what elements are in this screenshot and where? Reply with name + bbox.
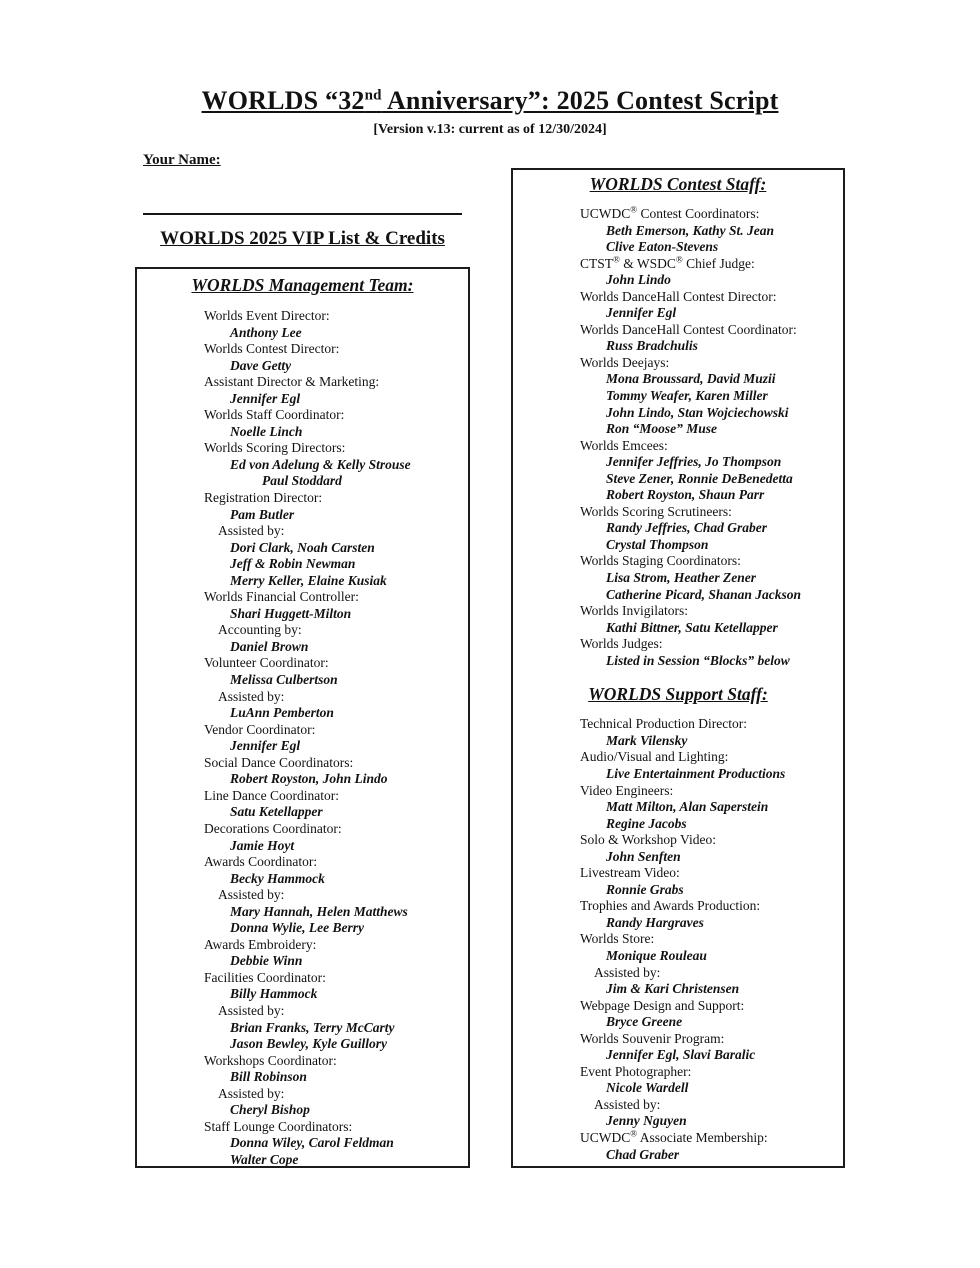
credit-role-line: CTST® & WSDC® Chief Judge: xyxy=(580,254,755,271)
credit-role-line: Vendor Coordinator: xyxy=(204,721,316,737)
credit-role-line: Event Photographer: xyxy=(580,1063,692,1079)
credit-name-line: Billy Hammock xyxy=(230,986,318,1002)
credit-name-line: Shari Huggett-Milton xyxy=(230,605,352,621)
credit-name-line: Mary Hannah, Helen Matthews xyxy=(230,903,408,919)
credit-role-line: Worlds DanceHall Contest Coordinator: xyxy=(580,321,797,337)
credit-role-line: Awards Coordinator: xyxy=(204,854,318,870)
credit-name-line: Jennifer Egl xyxy=(230,738,301,754)
credit-role-line: Solo & Workshop Video: xyxy=(580,832,716,848)
credit-name-line: Satu Ketellapper xyxy=(230,804,323,820)
credit-name-line: Crystal Thompson xyxy=(606,536,709,552)
credit-name-line: Lisa Strom, Heather Zener xyxy=(606,570,757,586)
credit-name-line: Russ Bradchulis xyxy=(606,338,698,354)
credit-role-line: Line Dance Coordinator: xyxy=(204,787,339,803)
title-superscript: nd xyxy=(364,87,382,104)
credit-name-line: Jeff & Robin Newman xyxy=(230,556,356,572)
credit-role-line: Worlds Staging Coordinators: xyxy=(580,553,741,569)
credit-name-line: Dori Clark, Noah Carsten xyxy=(230,539,375,555)
credit-name-line: Pam Butler xyxy=(230,506,295,522)
credit-name-line: Jenny Nguyen xyxy=(606,1113,687,1129)
credit-name-line: Listed in Session “Blocks” below xyxy=(606,652,790,668)
credit-name-line: Bryce Greene xyxy=(606,1014,683,1030)
credit-name-line: Clive Eaton-Stevens xyxy=(606,239,719,255)
credit-name-line: Jennifer Egl xyxy=(230,390,301,406)
credit-name-line: Debbie Winn xyxy=(230,953,303,969)
credit-role-line: Assisted by: xyxy=(218,1085,285,1101)
credit-name-line: Cheryl Bishop xyxy=(230,1102,310,1118)
credit-name-line: Kathi Bittner, Satu Ketellapper xyxy=(606,619,778,635)
credit-name-line: Nicole Wardell xyxy=(606,1080,689,1096)
credit-name-line: Mark Vilensky xyxy=(606,732,688,748)
credit-name-line: Jennifer Egl, Slavi Baralic xyxy=(606,1047,756,1063)
management-team-heading: WORLDS Management Team: xyxy=(191,275,414,295)
credit-name-line: Tommy Weafer, Karen Miller xyxy=(606,388,768,404)
credit-role-line: Audio/Visual and Lighting: xyxy=(580,749,729,765)
credit-role-line: Video Engineers: xyxy=(580,782,674,798)
credit-role-line: Worlds Souvenir Program: xyxy=(580,1030,725,1046)
credit-role-line: Technical Production Director: xyxy=(580,716,747,732)
credit-role-line: Decorations Coordinator: xyxy=(204,820,342,836)
credit-role-line: Worlds Invigilators: xyxy=(580,603,689,619)
credit-role-line: Worlds Store: xyxy=(580,931,655,947)
credit-role-line: Worlds Emcees: xyxy=(580,437,668,453)
credit-name-line: Paul Stoddard xyxy=(262,473,342,489)
credit-name-line: Ed von Adelung & Kelly Strouse xyxy=(230,456,411,472)
credit-role-line: Workshops Coordinator: xyxy=(204,1052,337,1068)
vip-list-heading: WORLDS 2025 VIP List & Credits xyxy=(160,228,445,249)
your-name-label: Your Name: xyxy=(143,152,221,168)
credit-role-line: Assistant Director & Marketing: xyxy=(204,374,380,390)
document-title xyxy=(0,86,980,116)
support-staff-list xyxy=(513,716,843,1163)
credit-name-line: Mona Broussard, David Muzii xyxy=(606,371,776,387)
credit-name-line: Noelle Linch xyxy=(230,423,303,439)
credit-role-line: Facilities Coordinator: xyxy=(204,969,326,985)
credit-role-line: Social Dance Coordinators: xyxy=(204,754,354,770)
credit-name-line: Dave Getty xyxy=(230,357,292,373)
contest-staff-heading: WORLDS Contest Staff: xyxy=(589,174,767,194)
credit-role-line: Worlds Scoring Scrutineers: xyxy=(580,503,732,519)
credit-role-line: Registration Director: xyxy=(204,490,323,506)
credit-name-line: Jason Bewley, Kyle Guillory xyxy=(230,1036,387,1052)
credit-name-line: LuAnn Pemberton xyxy=(230,705,334,721)
credit-name-line: Jim & Kari Christensen xyxy=(606,981,740,997)
management-team-box xyxy=(135,267,470,1168)
management-team-list xyxy=(137,308,468,1168)
credit-role-line: Worlds Contest Director: xyxy=(204,341,340,357)
credit-name-line: Jennifer Jeffries, Jo Thompson xyxy=(606,454,782,470)
credit-name-line: Melissa Culbertson xyxy=(230,672,338,688)
credit-role-line: Volunteer Coordinator: xyxy=(204,655,329,671)
credit-name-line: John Lindo xyxy=(606,272,671,288)
credit-name-line: Bill Robinson xyxy=(230,1069,307,1085)
credit-role-line: Worlds Deejays: xyxy=(580,354,670,370)
registered-trademark-symbol: ® xyxy=(630,1128,638,1139)
credit-role-line: Livestream Video: xyxy=(580,865,680,881)
contest-staff-list xyxy=(513,206,843,669)
credit-name-line: Brian Franks, Terry McCarty xyxy=(230,1019,395,1035)
registered-trademark-symbol: ® xyxy=(613,254,620,265)
credit-name-line: Daniel Brown xyxy=(230,638,309,654)
credit-role-line: Assisted by: xyxy=(594,1096,661,1112)
credit-role-line: Worlds DanceHall Contest Director: xyxy=(580,288,777,304)
credit-role-line: Accounting by: xyxy=(218,622,302,638)
credit-role-line: Worlds Staff Coordinator: xyxy=(204,407,345,423)
credit-name-line: Robert Royston, John Lindo xyxy=(230,771,388,787)
credit-role-line: Webpage Design and Support: xyxy=(580,997,745,1013)
credit-role-line: Awards Embroidery: xyxy=(204,936,317,952)
credit-name-line: Chad Graber xyxy=(606,1146,680,1162)
credit-role-line: Assisted by: xyxy=(218,887,285,903)
credit-name-line: Donna Wiley, Carol Feldman xyxy=(230,1135,394,1151)
credit-name-line: Jennifer Egl xyxy=(606,305,677,321)
credit-role-line: Assisted by: xyxy=(594,964,661,980)
credit-role-line: Assisted by: xyxy=(218,688,285,704)
credit-name-line: Monique Rouleau xyxy=(606,947,707,963)
credit-name-line: Catherine Picard, Shanan Jackson xyxy=(606,586,802,602)
support-staff-heading: WORLDS Support Staff: xyxy=(588,684,768,705)
credit-name-line: Steve Zener, Ronnie DeBenedetta xyxy=(606,470,793,486)
credit-name-line: Anthony Lee xyxy=(230,324,302,340)
name-signature-line xyxy=(143,213,462,215)
registered-trademark-symbol: ® xyxy=(630,204,638,215)
credit-name-line: John Lindo, Stan Wojciechowski xyxy=(606,404,789,420)
credit-name-line: Jamie Hoyt xyxy=(230,837,295,853)
credit-role-line: Assisted by: xyxy=(218,1002,285,1018)
credit-role-line: UCWDC® Contest Coordinators: xyxy=(580,204,760,221)
credit-name-line: Live Entertainment Productions xyxy=(606,765,786,781)
credit-name-line: Matt Milton, Alan Saperstein xyxy=(606,799,769,815)
credit-role-line: Worlds Scoring Directors: xyxy=(204,440,346,456)
credit-role-line: Assisted by: xyxy=(218,523,285,539)
version-line: [Version v.13: current as of 12/30/2024] xyxy=(373,122,607,137)
credit-name-line: Ron “Moose” Muse xyxy=(606,421,718,437)
title-prefix: WORLDS “32 xyxy=(201,86,365,115)
credit-role-line: Trophies and Awards Production: xyxy=(580,898,761,914)
registered-trademark-symbol: ® xyxy=(675,254,683,265)
credit-name-line: Walter Cope xyxy=(230,1151,299,1167)
credit-name-line: Becky Hammock xyxy=(230,870,325,886)
credit-name-line: Donna Wylie, Lee Berry xyxy=(230,920,364,936)
credit-name-line: Beth Emerson, Kathy St. Jean xyxy=(606,222,775,238)
credit-name-line: John Senften xyxy=(606,848,681,864)
staff-box xyxy=(511,168,845,1168)
credit-name-line: Randy Hargraves xyxy=(606,914,704,930)
credit-role-line: Staff Lounge Coordinators: xyxy=(204,1118,353,1134)
credit-role-line: UCWDC® Associate Membership: xyxy=(580,1128,768,1145)
credit-name-line: Randy Jeffries, Chad Graber xyxy=(606,520,768,536)
credit-role-line: Worlds Event Director: xyxy=(204,308,330,323)
credit-name-line: Regine Jacobs xyxy=(606,815,687,831)
credit-role-line: Worlds Judges: xyxy=(580,636,663,652)
credit-name-line: Robert Royston, Shaun Parr xyxy=(606,487,765,503)
title-suffix: Anniversary”: 2025 Contest Script xyxy=(381,86,779,115)
credit-role-line: Worlds Financial Controller: xyxy=(204,589,359,605)
credit-name-line: Merry Keller, Elaine Kusiak xyxy=(230,572,387,588)
credit-name-line: Ronnie Grabs xyxy=(606,881,684,897)
